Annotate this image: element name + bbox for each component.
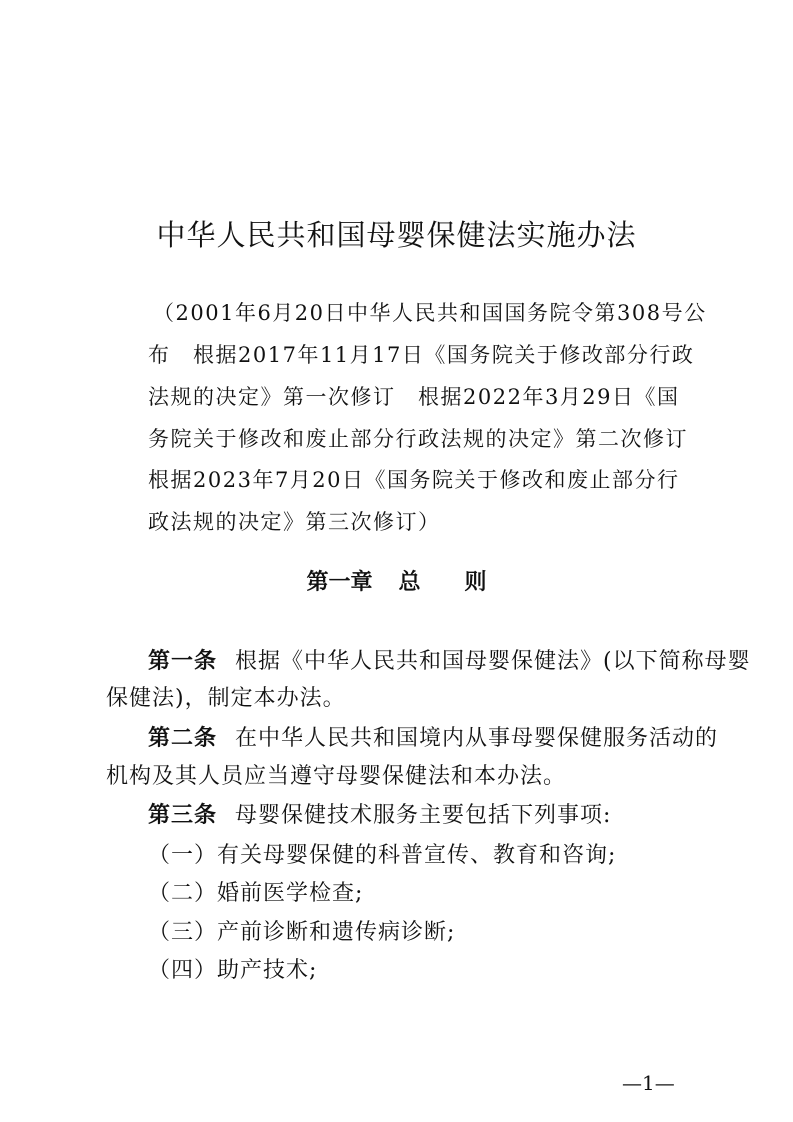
article-first-line [148,651,751,673]
preamble-line: 政法规的决定》第三次修订） [148,510,441,534]
article-text-line: 保健法)，制定本办法。 [106,686,346,711]
preamble-line: 法规的决定》第一次修订 根据2022年3月29日《国 [148,385,680,409]
article-label: 第二条 [148,726,218,751]
article-text: 在中华人民共和国境内从事母婴保健服务活动的 [235,726,719,751]
article-text-line: 机构及其人员应当遵守母婴保健法和本办法。 [106,764,567,789]
preamble-line: （2001年6月20日中华人民共和国国务院令第308号公 [153,301,707,325]
document-title: 中华人民共和国母婴保健法实施办法 [156,218,637,252]
article-first-line [148,728,718,750]
chapter-name-part2: 则 [464,570,487,595]
preamble-line: 根据2023年7月20日《国务院关于修改和废止部分行 [148,468,680,492]
chapter-name-part1: 总 [398,570,421,595]
chapter-heading [0,572,793,594]
list-item: （四）助产技术; [148,958,318,983]
list-item: （二）婚前医学检查; [148,881,364,906]
list-item: （一）有关母婴保健的科普宣传、教育和咨询; [148,843,617,868]
article-text: 母婴保健技术服务主要包括下列事项: [235,803,612,828]
article-label: 第三条 [148,803,218,828]
chapter-number: 第一章 [306,570,373,595]
preamble-line: 布 根据2017年11月17日《国务院关于修改部分行政 [148,343,695,367]
article-label: 第一条 [148,649,218,674]
article-first-line [148,805,611,827]
article-text: 根据《中华人民共和国母婴保健法》(以下简称母婴 [235,649,751,674]
list-item: （三）产前诊断和遗传病诊断; [148,920,456,945]
page-number: —1— [622,1071,675,1095]
preamble-line: 务院关于修改和废止部分行政法规的决定》第二次修订 [148,427,688,451]
